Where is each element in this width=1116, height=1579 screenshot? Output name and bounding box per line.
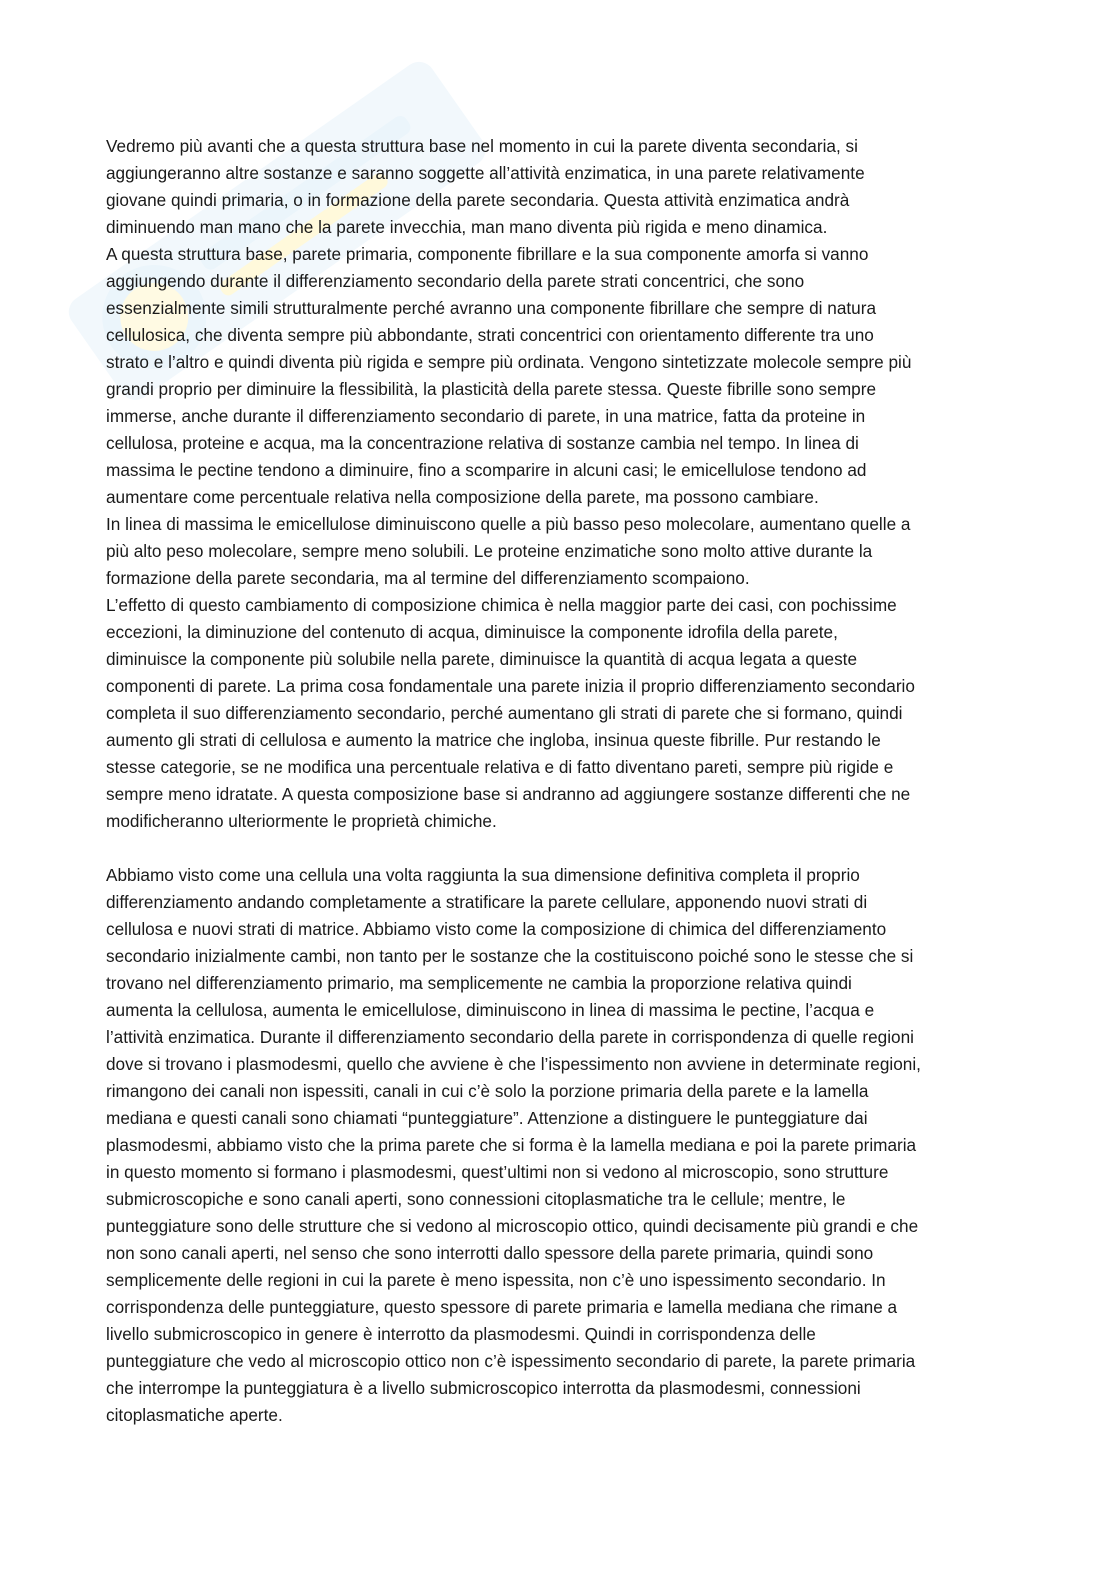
text-line: modificheranno ulteriormente le proprietà chimiche.: [106, 811, 497, 831]
text-line: eccezioni, la diminuzione del contenuto di acqua, diminuisce la componente idrofila della parete,: [106, 622, 838, 642]
document-body: [106, 133, 1006, 1429]
text-line: cellulosica, che diventa sempre più abbondante, strati concentrici con orientamento differente tra uno: [106, 325, 874, 345]
text-line: Abbiamo visto come una cellula una volta raggiunta la sua dimensione definitiva completa il proprio: [106, 865, 860, 885]
text-line: aumentare come percentuale relativa nella composizione della parete, ma possono cambiare.: [106, 487, 819, 507]
text-line: rimangono dei canali non ispessiti, canali in cui c’è solo la porzione primaria della parete e la lamella: [106, 1081, 869, 1101]
text-line: sempre meno idratate. A questa composizione base si andranno ad aggiungere sostanze differenti che ne: [106, 784, 911, 804]
text-line: citoplasmatiche aperte.: [106, 1405, 283, 1425]
text-line: semplicemente delle regioni in cui la parete è meno ispessita, non c’è uno ispessimento secondario. In: [106, 1270, 886, 1290]
text-line: componenti di parete. La prima cosa fondamentale una parete inizia il proprio differenziamento secondario: [106, 676, 915, 696]
text-line: aggiungendo durante il differenziamento secondario della parete strati concentrici, che sono: [106, 271, 805, 291]
text-line: cellulosa e nuovi strati di matrice. Abbiamo visto come la composizione di chimica del differenziamento: [106, 919, 887, 939]
text-line: diminuendo man mano che la parete invecchia, man mano diventa più rigida e meno dinamica.: [106, 217, 828, 237]
text-line: essenzialmente simili strutturalmente perché avranno una componente fibrillare che sempre di natura: [106, 298, 877, 318]
text-line: punteggiature sono delle strutture che si vedono al microscopio ottico, quindi decisamente più grandi e che: [106, 1216, 919, 1236]
text-line: plasmodesmi, abbiamo visto che la prima parete che si forma è la lamella mediana e poi la parete primaria: [106, 1135, 917, 1155]
text-line: cellulosa, proteine e acqua, ma la concentrazione relativa di sostanze cambia nel tempo. In linea di: [106, 433, 859, 453]
text-line: massima le pectine tendono a diminuire, fino a scomparire in alcuni casi; le emicellulose tendono ad: [106, 460, 867, 480]
text-line: aggiungeranno altre sostanze e saranno soggette all’attività enzimatica, in una parete relativamente: [106, 163, 865, 183]
text-line: strato e l’altro e quindi diventa più rigida e sempre più ordinata. Vengono sintetizzate molecole sempre più: [106, 352, 912, 372]
text-line: stesse categorie, se ne modifica una percentuale relativa e di fatto diventano pareti, sempre più rigide e: [106, 757, 894, 777]
text-line: aumento gli strati di cellulosa e aumento la matrice che ingloba, insinua queste fibrille. Pur restando le: [106, 730, 881, 750]
text-line: immerse, anche durante il differenziamento secondario di parete, in una matrice, fatta da proteine in: [106, 406, 866, 426]
text-line: A questa struttura base, parete primaria, componente fibrillare e la sua componente amorfa si vanno: [106, 244, 869, 264]
text-line: aumenta la cellulosa, aumenta le emicellulose, diminuiscono in linea di massima le pectine, l’acqua e: [106, 1000, 875, 1020]
text-line: che interrompe la punteggiatura è a livello submicroscopico interrotta da plasmodesmi, connessioni: [106, 1378, 861, 1398]
text-line: formazione della parete secondaria, ma al termine del differenziamento scompaiono.: [106, 568, 750, 588]
text-line: submicroscopiche e sono canali aperti, sono connessioni citoplasmatiche tra le cellule; mentre, le: [106, 1189, 846, 1209]
text-line: non sono canali aperti, nel senso che sono interrotti dallo spessore della parete primaria, quindi sono: [106, 1243, 874, 1263]
text-line: in questo momento si formano i plasmodesmi, quest’ultimi non si vedono al microscopio, sono strutture: [106, 1162, 889, 1182]
text-line: trovano nel differenziamento primario, ma semplicemente ne cambia la proporzione relativa quindi: [106, 973, 852, 993]
text-line: differenziamento andando completamente a stratificare la parete cellulare, apponendo nuovi strati di: [106, 892, 868, 912]
text-line: In linea di massima le emicellulose diminuiscono quelle a più basso peso molecolare, aumentano quelle a: [106, 514, 911, 534]
text-line: Vedremo più avanti che a questa struttura base nel momento in cui la parete diventa secondaria, si: [106, 136, 858, 156]
text-line: L’effetto di questo cambiamento di composizione chimica è nella maggior parte dei casi, con pochissime: [106, 595, 897, 615]
text-line: livello submicroscopico in genere è interrotto da plasmodesmi. Quindi in corrispondenza delle: [106, 1324, 816, 1344]
text-line: diminuisce la componente più solubile nella parete, diminuisce la quantità di acqua legata a queste: [106, 649, 858, 669]
text-line: l’attività enzimatica. Durante il differenziamento secondario della parete in corrispondenza di quelle regioni: [106, 1027, 914, 1047]
text-line: completa il suo differenziamento secondario, perché aumentano gli strati di parete che si formano, quindi: [106, 703, 903, 723]
text-line: dove si trovano i plasmodesmi, quello che avviene è che l’ispessimento non avviene in determinate regioni,: [106, 1054, 921, 1074]
text-line: giovane quindi primaria, o in formazione della parete secondaria. Questa attività enzimatica andrà: [106, 190, 850, 210]
text-line: punteggiature che vedo al microscopio ottico non c’è ispessimento secondario di parete, la parete primaria: [106, 1351, 916, 1371]
text-line: secondario inizialmente cambi, non tanto per le sostanze che la costituiscono poiché sono le stesse che si: [106, 946, 914, 966]
text-line: più alto peso molecolare, sempre meno solubili. Le proteine enzimatiche sono molto attive durante la: [106, 541, 873, 561]
text-line: mediana e questi canali sono chiamati “punteggiature”. Attenzione a distinguere le punteggiature dai: [106, 1108, 868, 1128]
blank-line: [106, 835, 1006, 862]
text-line: corrispondenza delle punteggiature, questo spessore di parete primaria e lamella mediana che rimane a: [106, 1297, 898, 1317]
text-line: grandi proprio per diminuire la flessibilità, la plasticità della parete stessa. Queste fibrille sono sempre: [106, 379, 876, 399]
